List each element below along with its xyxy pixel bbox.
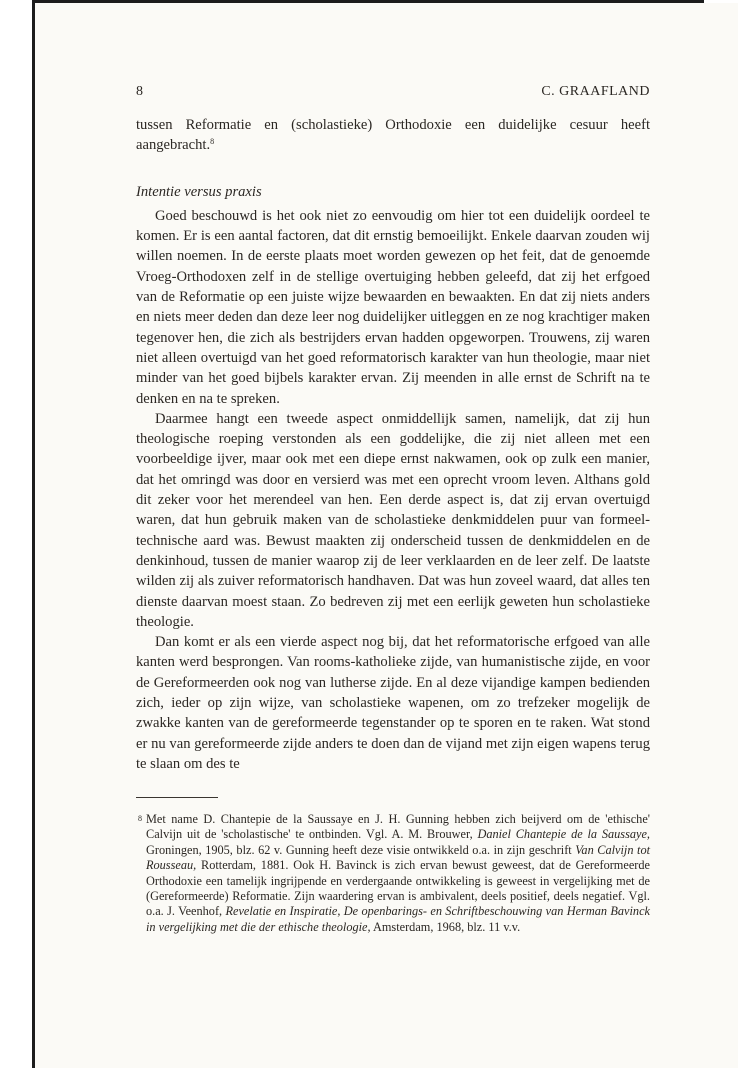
intro-paragraph: [136, 115, 650, 156]
footnote-marker: 8: [138, 814, 142, 823]
footnote-8: [138, 812, 651, 935]
paragraph-2: Daarmee hangt een tweede aspect onmiddellijk samen, namelijk, dat zij hun theologische roeping verstonden als een goddelijke, die zij niet alleen met een voorbeeldige ijver, maar ook met een diepe ernst nakwamen, ook op zulk een manier, dat het omringd was door en versierd was met een oprecht vroom leven. Althans gold dit zeker voor het merendeel van hen. Een derde aspect is, dat zij ervan overtuigd waren, dat hun gebruik maken van de scholastieke denkmiddelen puur van formeel-technische aard was. Bewust maakten zij onderscheid tussen de denkmiddelen en de denkinhoud, tussen de manier waarop zij de leer verklaarden en de leer zelf. De laatste wilden zij als zuiver reformatorisch handhaven. Dat was hun zoveel waard, dat alles ten dienste daarvan moest staan. Zo bedreven zij met een eerlijk geweten hun scholastieke theologie.: [136, 410, 650, 630]
footnote-text-2: Groningen, 1905, blz. 62 v. Gunning heeft deze visie ontwikkeld o.a. in zijn geschrift: [146, 842, 576, 857]
section-heading: Intentie versus praxis: [136, 183, 262, 200]
paragraph-3: Dan komt er als een vierde aspect nog bij, dat het reformatorische erfgoed van alle kanten werd besprongen. Van rooms-katholieke zijde, van humanistische zijde, en voor de Gereformeerden ook nog van lutherse zijde. En al deze vijandige kampen bedienden zich, ieder op zijn wijze, van scholastieke wapenen, om zo trefzeker mogelijk de zwakke kanten van de gereformeerde tegenstander op te sporen en te raken. Wat stond er nu van gereformeerde zijde anders te doen dan de vijand met zijn eigen wapens terug te slaan om des te: [136, 634, 650, 772]
footnote-title-1: Daniel Chantepie de la Saussaye,: [477, 827, 650, 842]
page-number: 8: [136, 84, 143, 99]
footnote-text-3: Rotterdam, 1881. Ook H. Bavinck is zich ervan bewust geweest, dat de Gereformeerde Orthodoxie een tamelijk ingrijpende en verdergaande ontwikkeling is geweest in vergelijking met de (Gereformeerde) Reformatie. Zijn waardering ervan is ambivalent, deels positief, deels negatief. Vgl. o.a. J. Veenhof,: [146, 858, 650, 919]
intro-text: tussen Reformatie en (scholastieke) Orthodoxie een duidelijke cesuur heeft aangebracht.: [136, 117, 650, 154]
running-author: C. GRAAFLAND: [541, 84, 650, 99]
footnote-reference: 8: [210, 137, 215, 147]
footnote-title-2: Van Calvijn tot Rousseau,: [146, 842, 651, 873]
footnote-title-3: Revelatie en Inspiratie, De openbarings- en Schriftbeschouwing van Herman Bavinck in vergelijking met die der ethische theologie,: [146, 904, 650, 934]
footnote-rule: [136, 797, 218, 798]
footnote-text-1: Met name D. Chantepie de la Saussaye en J. H. Gunning hebben zich beijverd om de 'ethische' Calvijn uit de 'scholastische' te ontbinden. Vgl. A. M. Brouwer,: [146, 812, 650, 842]
paragraph-1: Goed beschouwd is het ook niet zo eenvoudig om hier tot een duidelijk oordeel te komen. Er is een aantal factoren, dat dit ernstig bemoeilijkt. Enkele daarvan zouden wij willen noemen. In de eerste plaats moet worden gewezen op het feit, dat de genoemde Vroeg-Orthodoxen zelf in de stellige overtuiging hebben geleefd, dat zij het erfgoed van de Reformatie op een juiste wijze bewaarden en bewaakten. En dat zij niets anders en niets meer deden dan deze leer nog duidelijker uitleggen en ze nog krachtiger maken tegenover hen, die zich als bestrijders ervan hadden opgeworpen. Trouwens, zij waren niet alleen overtuigd van het goed reformatorisch karakter van hun theologie, maar niet minder van het goed bijbels karakter ervan. Zij meenden in alle ernst de Schrift na te denken en na te spreken.: [136, 207, 650, 407]
running-head: [136, 84, 650, 102]
footnote-text-4: Amsterdam, 1968, blz. 11 v.v.: [370, 919, 521, 934]
body-text: [136, 115, 650, 774]
